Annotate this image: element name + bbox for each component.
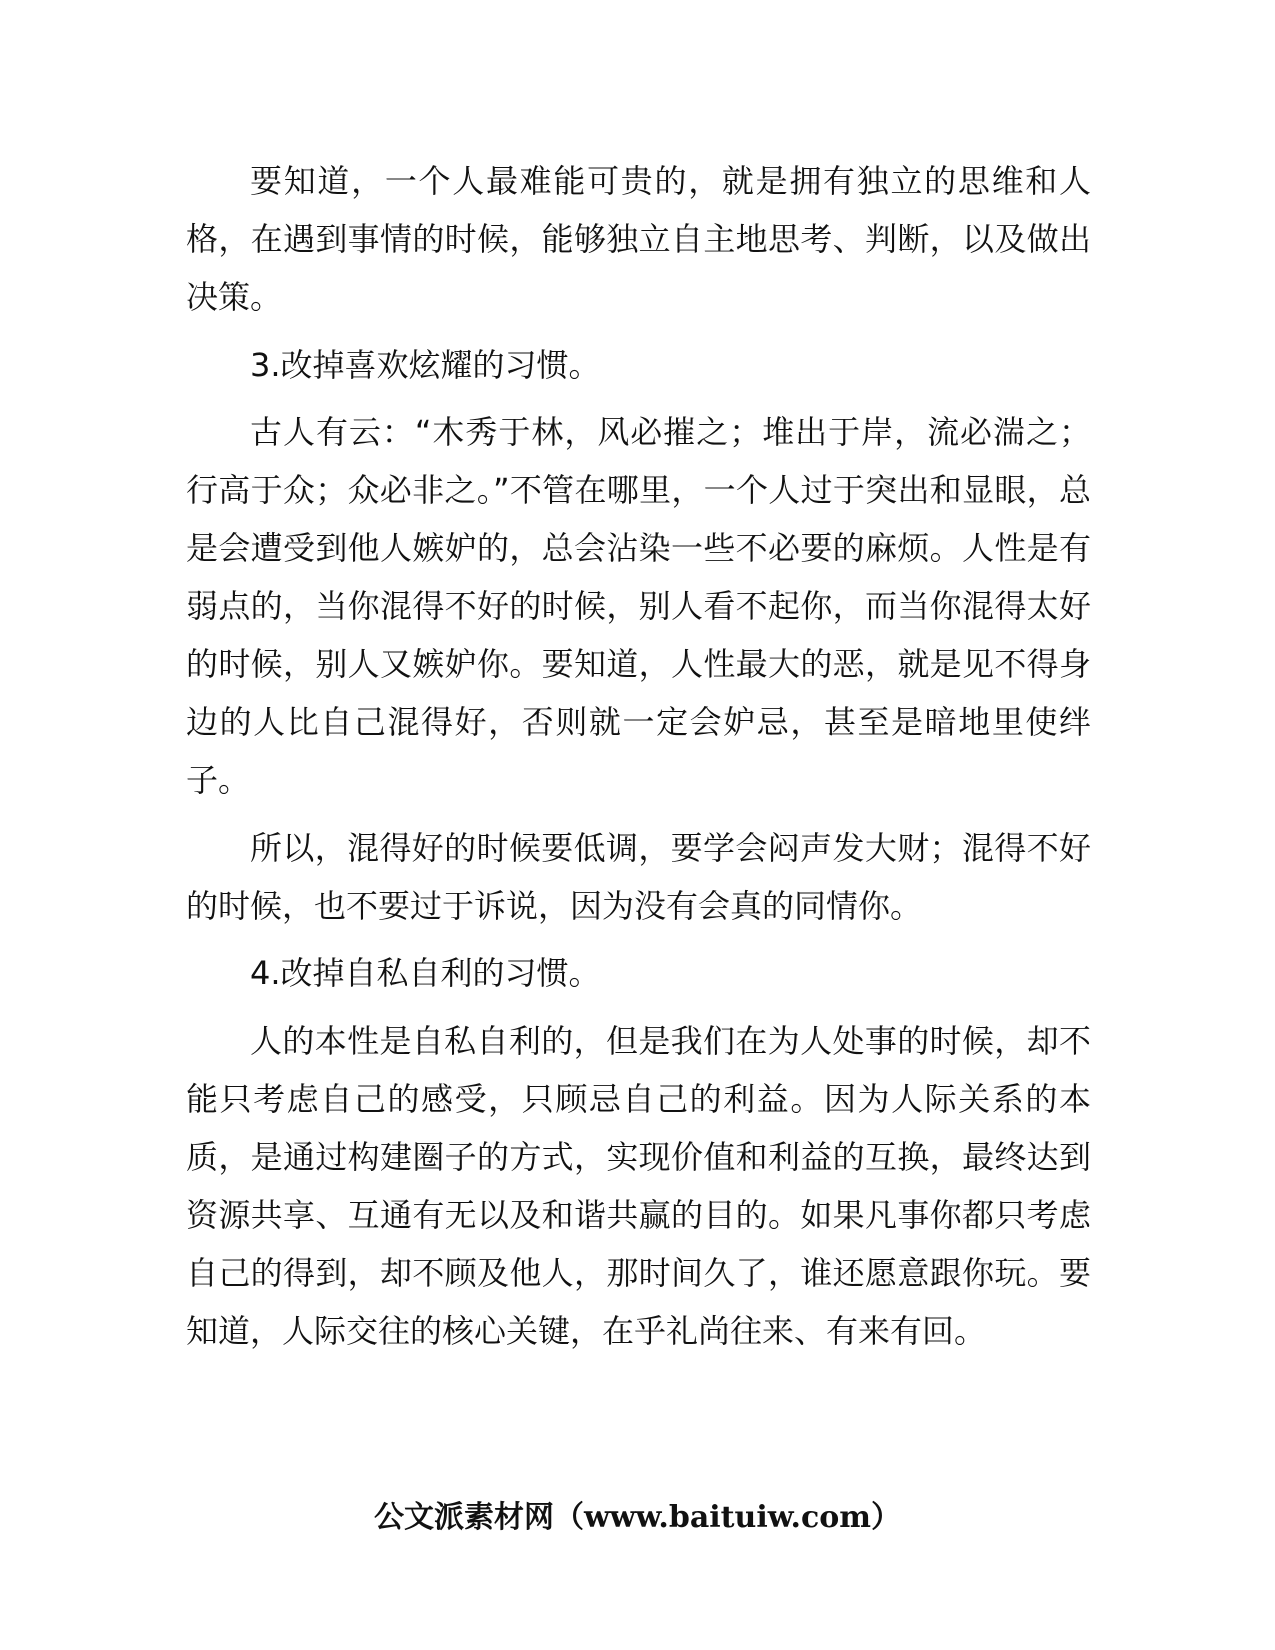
paragraph-stay-low-key: 所以，混得好的时候要低调，要学会闷声发大财；混得不好的时候，也不要过于诉说，因为没有会真的同情你。 (186, 828, 1091, 925)
heading-selfish-habit: 4.改掉自私自利的习惯。 (250, 954, 601, 992)
paragraph-ancient-saying: 古人有云：“木秀于林，风必摧之；堆出于岸，流必湍之；行高于众；众必非之。”不管在哪里，一个人过于突出和显眼，总是会遭受到他人嫉妒的，总会沾染一些不必要的麻烦。人性是有弱点的，当你混得不好的时候，别人看不起你，而当你混得太好的时候，别人又嫉妒你。要知道，人性最大的恶，就是见不得身边的人比自己混得好，否则就一定会妒忌，甚至是暗地里使绊子。 (186, 413, 1091, 799)
heading-show-off-habit: 3.改掉喜欢炫耀的习惯。 (250, 345, 601, 384)
footer-source: 公文派素材网（www.baituiw.com） (373, 1500, 902, 1535)
paragraph-human-nature-selfish: 人的本性是自私自利的，但是我们在为人处事的时候，却不能只考虑自己的感受，只顾忌自己的利益。因为人际关系的本质，是通过构建圈子的方式，实现价值和利益的互换，最终达到资源共享、互通有无以及和谐共赢的目的。如果凡事你都只考虑自己的得到，却不顾及他人，那时间久了，谁还愿意跟你玩。要知道，人际交往的核心关键，在乎礼尚往来、有来有回。 (186, 1021, 1091, 1350)
document-body (186, 152, 1091, 1369)
paragraph-independent-thinking: 要知道，一个人最难能可贵的，就是拥有独立的思维和人格，在遇到事情的时候，能够独立自主地思考、判断，以及做出决策。 (186, 162, 1091, 316)
